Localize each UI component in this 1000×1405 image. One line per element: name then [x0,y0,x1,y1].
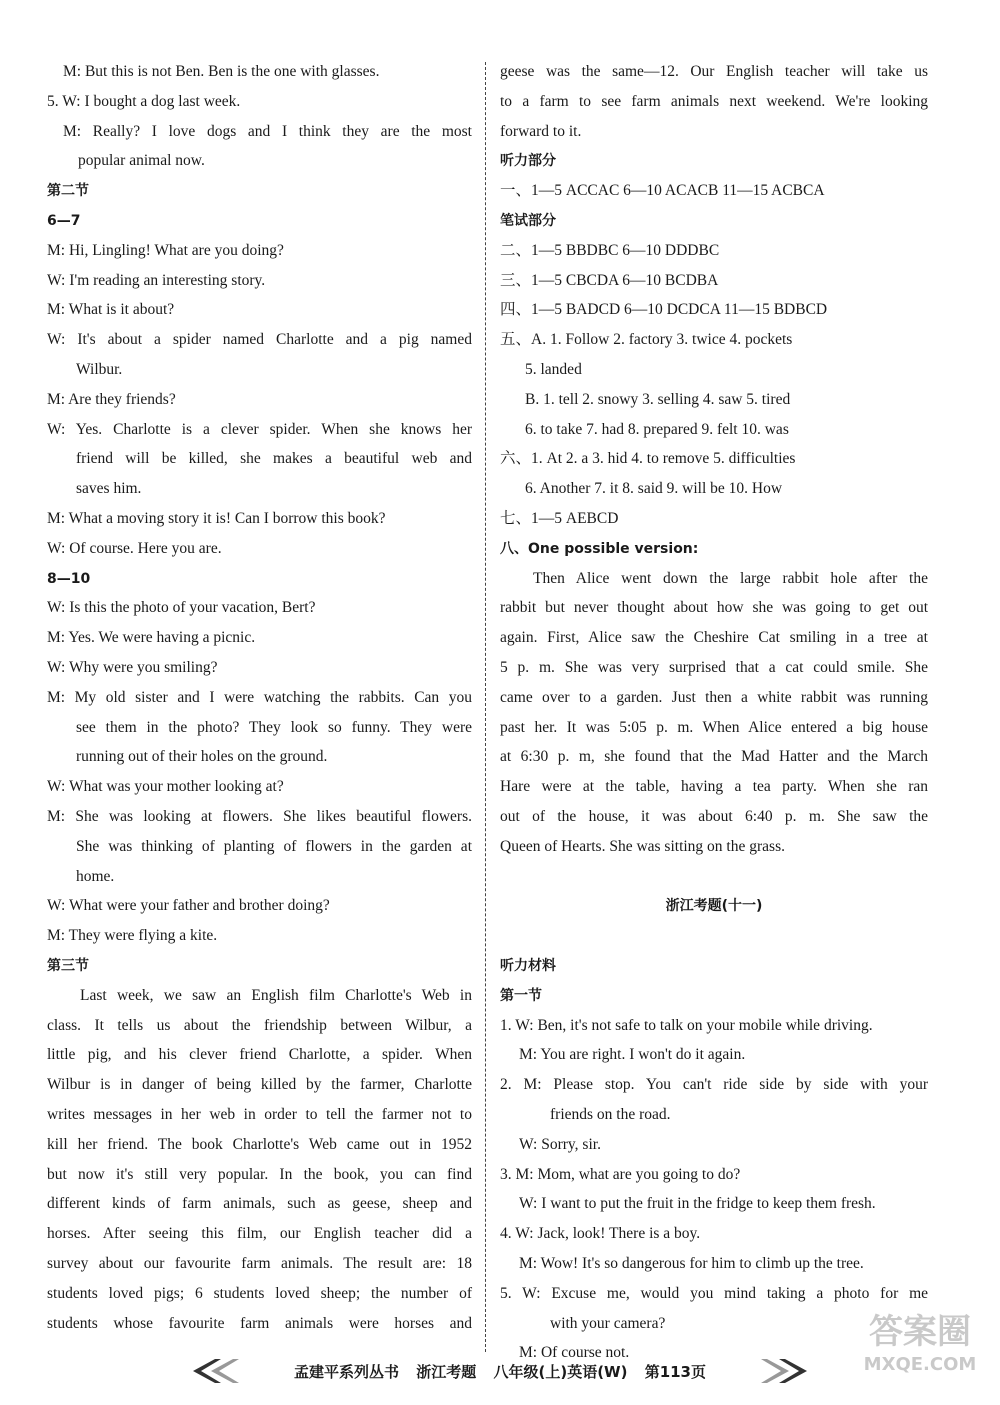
text-line: with your camera? [550,1314,666,1332]
text-line: 一、1—5 ACCAC 6—10 ACACB 11—15 ACBCA [500,182,825,200]
text-line: class. It tells us about the friendship between Wilbur, a [47,1016,472,1034]
text-line: 3. M: Mom, what are you going to do? [500,1165,741,1183]
text-line: see them in the photo? They look so funny. They were [76,718,472,736]
text-line: 七、1—5 AEBCD [500,510,619,527]
text-line: 五、A. 1. Follow 2. factory 3. twice 4. pockets [500,331,793,349]
text-line: little pig, and his clever friend Charlotte, a spider. When [47,1046,472,1064]
text-line: different kinds of farm animals, such as geese, sheep and [47,1195,472,1213]
text-line: 1. W: Ben, it's not safe to talk on your mobile while driving. [500,1016,873,1034]
text-line: kill her friend. The book Charlotte's Web came out in 1952 [47,1135,472,1153]
text-line: 5 p. m. She was very surprised that a cat could smile. She [500,659,928,676]
footer-page: 第113页 [644,1363,706,1381]
text-line: Queen of Hearts. She was sitting on the grass. [500,837,785,855]
text-line: W: It's about a spider named Charlotte and a pig named [47,331,472,349]
text-line: again. First, Alice saw the Cheshire Cat smiling in a tree at [500,629,928,647]
text-line: but now it's still very popular. In the book, you can find [47,1165,472,1183]
text-line: W: I want to put the fruit in the fridge to keep them fresh. [519,1195,876,1213]
text-line: M: They were flying a kite. [47,927,218,945]
text-line: friend will be killed, she makes a beautiful web and [76,450,472,468]
text-line: She was thinking of planting of flowers in the garden at [76,837,472,855]
text-line: 5. W: I bought a dog last week. [47,92,241,110]
watermark-logo [850,1310,990,1390]
text-line: past her. It was 5:05 p. m. When Alice entered a big house [500,718,928,736]
text-line: W: What was your mother looking at? [47,778,284,796]
text-line: W: I'm reading an interesting story. [47,271,266,289]
section-heading: 8—10 [47,570,91,587]
section-heading: 浙江考题(十一) [665,898,763,915]
text-line: M: My old sister and I were watching the rabbits. Can you [47,688,472,706]
section-heading: 第二节 [47,183,89,200]
text-line: 三、1—5 CBCDA 6—10 BCDBA [500,271,719,289]
text-line: M: What a moving story it is! Can I borrow this book? [47,510,386,527]
text-line: geese was the same—12. Our English teacher will take us [500,63,928,80]
section-heading: 第一节 [500,987,542,1004]
text-line: W: Sorry, sir. [519,1135,601,1153]
text-line: forward to it. [500,122,582,140]
text-line: M: What is it about? [47,301,175,319]
text-line: writes messages in her web in order to tell the farmer not to [47,1106,472,1123]
text-line: rabbit but never thought about how she was going to get out [500,599,928,617]
text-line: friends on the road. [550,1106,671,1123]
text-line: M: Yes. We were having a picnic. [47,629,256,647]
text-line: Wilbur. [76,361,123,378]
text-line: Hare were at the table, having a tea party. When she ran [500,778,928,796]
section-heading: 第三节 [47,958,89,974]
text-line: 2. M: Please stop. You can't ride side by side with your [500,1076,928,1094]
column-divider [485,62,486,1352]
text-line: W: Why were you smiling? [47,659,218,676]
text-line: 4. W: Jack, look! There is a boy. [500,1225,701,1243]
text-line: M: Of course not. [519,1344,630,1362]
section-heading: 听力部分 [500,153,556,170]
text-line: B. 1. tell 2. snowy 3. selling 4. saw 5. tired [525,390,791,408]
text-line: horses. After seeing this film, our English teacher did a [47,1225,472,1243]
text-line: 5. W: Excuse me, would you mind taking a photo for me [500,1284,928,1302]
text-line: M: Hi, Lingling! What are you doing? [47,241,284,259]
text-line: M: Are they friends? [47,390,176,408]
text-line: to a farm to see farm animals next weekend. We're looking [500,92,928,110]
section-heading: 笔试部分 [500,213,556,229]
text-line: M: But this is not Ben. Ben is the one with glasses. [63,63,380,80]
footer-grade: 八年级(上)英语(W) [493,1363,628,1381]
text-line: running out of their holes on the ground. [76,748,328,766]
text-line: 二、1—5 BBDBC 6—10 DDDBC [500,241,720,259]
text-line: Wilbur is in danger of being killed by the farmer, Charlotte [47,1076,472,1094]
section-heading: 6—7 [47,213,81,229]
text-line: students whose favourite farm animals were horses and [47,1314,472,1332]
text-line: M: She was looking at flowers. She likes beautiful flowers. [47,808,472,825]
watermark-top: 答案圈 [869,1312,971,1352]
text-line: W: Is this the photo of your vacation, Bert? [47,599,316,617]
text-line: 5. landed [525,361,582,378]
watermark-bottom: MXQE.COM [863,1354,977,1375]
text-line: Last week, we saw an English film Charlotte's Web in [80,986,472,1004]
footer-series: 孟建平系列丛书 [293,1363,399,1381]
text-line: M: Wow! It's so dangerous for him to climb up the tree. [519,1255,864,1272]
footer-book: 浙江考题 [416,1363,477,1381]
text-line: W: What were your father and brother doing? [47,897,330,915]
text-line: came over to a garden. Just then a white rabbit was running [500,688,928,706]
text-line: home. [76,867,115,885]
text-line: out of the house, it was about 6:40 p. m. She saw the [500,808,928,825]
text-line: at 6:30 p. m, she found that the Mad Hatter and the March [500,748,928,766]
text-line: W: Of course. Here you are. [47,539,222,557]
text-line: survey about our favourite farm animals. The result are: 18 [47,1255,472,1272]
section-heading: 听力材料 [500,958,556,974]
text-line: 6. Another 7. it 8. said 9. will be 10. How [525,480,783,498]
text-line: 6. to take 7. had 8. prepared 9. felt 10. was [525,420,789,438]
text-line: M: You are right. I won't do it again. [519,1046,746,1064]
text-line: 六、1. At 2. a 3. hid 4. to remove 5. difficulties [500,450,796,468]
right-chevron-icon [755,1356,815,1386]
text-line: W: Yes. Charlotte is a clever spider. When she knows her [47,420,472,438]
text-line: students loved pigs; 6 students loved sheep; the number of [47,1284,472,1302]
text-line: saves him. [76,480,142,498]
text-line: popular animal now. [78,152,205,170]
text-line: M: Really? I love dogs and I think they are the most [63,122,472,140]
section-heading: 八、One possible version: [500,540,699,557]
text-line: 四、1—5 BADCD 6—10 DCDCA 11—15 BDBCD [500,301,828,319]
text-line: Then Alice went down the large rabbit hole after the [533,569,928,587]
